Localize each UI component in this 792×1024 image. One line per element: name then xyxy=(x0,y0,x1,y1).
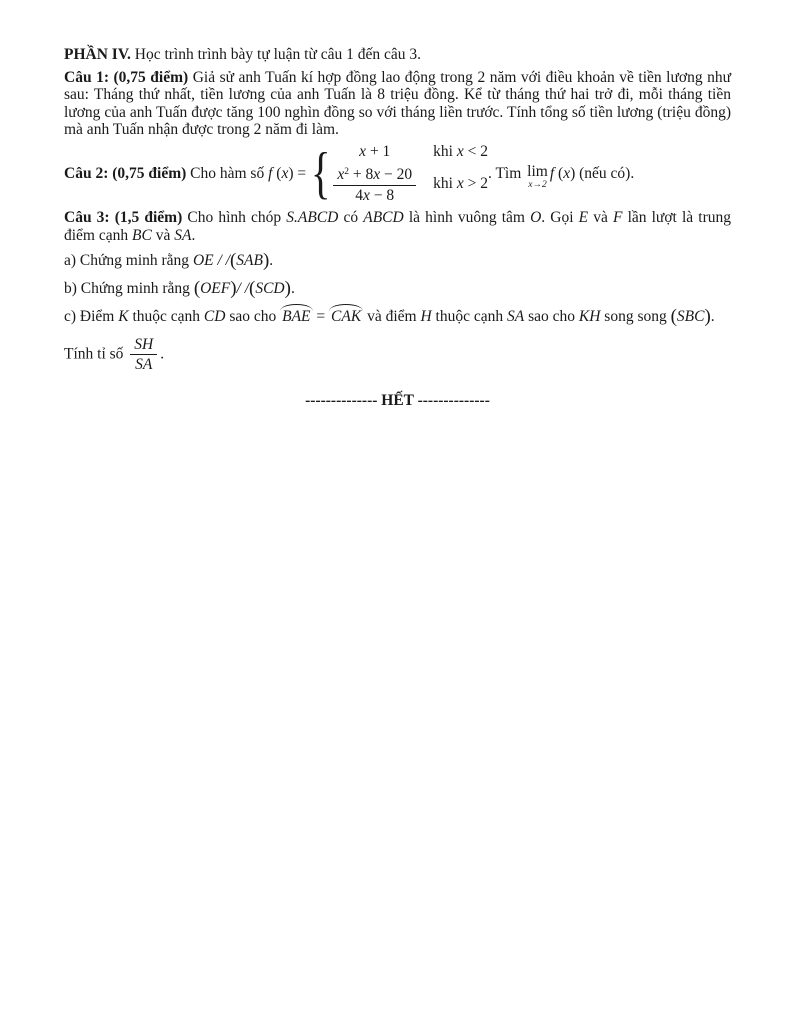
text-segment: − 20 xyxy=(380,166,413,183)
ratio-denominator: SA xyxy=(135,356,153,373)
text-segment: ( xyxy=(193,277,201,299)
text-segment: và xyxy=(151,226,175,244)
text-segment: c) Điểm xyxy=(64,308,119,325)
text-segment: ABCD xyxy=(363,209,404,226)
text-segment: x xyxy=(373,166,381,183)
text-segment: x xyxy=(563,164,571,182)
piecewise-brace: { xyxy=(310,141,331,205)
text-segment: SBC xyxy=(676,308,705,325)
text-segment: KH xyxy=(578,308,601,325)
text-segment: H xyxy=(420,308,432,325)
text-segment: ( xyxy=(272,164,282,182)
text-segment: ) xyxy=(230,277,237,299)
text-segment: BC xyxy=(132,226,152,244)
text-segment: SA xyxy=(506,308,525,325)
text-segment: x xyxy=(456,142,464,160)
text-segment: ) xyxy=(262,250,270,271)
text-segment: SA xyxy=(174,226,192,244)
tinh-suffix: . xyxy=(160,345,165,363)
text-segment: . xyxy=(710,308,715,325)
tinh-prefix: Tính tỉ số xyxy=(64,345,128,363)
cau2-intro: Cho hàm số xyxy=(186,164,269,182)
text-segment: khi xyxy=(433,142,457,160)
text-segment: . xyxy=(290,279,295,297)
text-segment: O xyxy=(530,209,542,226)
text-segment: sao cho xyxy=(524,308,579,325)
text-segment: a) Chứng minh rằng xyxy=(64,252,193,269)
text-segment: ) xyxy=(704,306,711,327)
case2-condition xyxy=(433,175,488,193)
ratio-fraction xyxy=(130,336,157,374)
text-segment: sao cho xyxy=(225,308,281,325)
cau2-after-math: . Tìm xyxy=(487,164,526,182)
text-segment: F xyxy=(612,209,623,226)
text-segment: Học trình trình bày tự luận từ câu 1 đến câu 3. xyxy=(130,46,422,63)
text-segment: / / xyxy=(236,279,250,297)
text-segment: PHẦN IV. xyxy=(64,46,131,63)
piecewise-cases xyxy=(333,143,488,205)
text-segment: K xyxy=(118,308,129,325)
text-segment: f xyxy=(268,164,273,182)
text-segment: / / xyxy=(213,252,230,269)
item-b xyxy=(64,277,731,299)
limit-subscript: x→2 xyxy=(528,179,547,190)
limit-notation xyxy=(527,164,548,190)
text-segment: x xyxy=(281,164,289,182)
cau2-label: Câu 2: (0,75 điểm) xyxy=(64,164,187,182)
case1-condition xyxy=(433,143,488,161)
text-segment: . xyxy=(191,226,196,244)
text-segment: . Gọi xyxy=(541,209,579,226)
text-segment: f xyxy=(549,164,555,182)
text-segment: lần lượt là trung điểm cạnh xyxy=(64,209,731,244)
text-segment: song song xyxy=(600,308,671,325)
text-segment: Giả sử anh Tuấn kí hợp đồng lao động trong 2 năm với điều khoản về tiền lương như sau: Tháng thứ nhất, tiền lương của anh Tuấn là 8 triệu đồng. Kể từ tháng thứ hai trở đi, mỗi tháng tiền lương của anh Tuấn được tăng 100 nghìn đồng so với tháng liền trước. Tính tổng số tiền lương (triệu đồng) mà anh Tuấn nhận được trong 2 năm đi làm. xyxy=(64,68,731,138)
function-lhs xyxy=(268,165,310,182)
text-segment: BAE xyxy=(282,308,311,325)
section-heading xyxy=(64,46,731,64)
text-segment: x xyxy=(363,186,370,204)
item-a xyxy=(64,252,731,270)
end-marker xyxy=(64,392,731,410)
text-segment: 4 xyxy=(355,186,364,204)
text-segment: x xyxy=(359,142,367,160)
text-segment: 2 xyxy=(344,167,349,177)
end-marker-text: -------------- HẾT -------------- xyxy=(305,391,490,409)
text-segment: ( xyxy=(554,164,564,182)
limit-function xyxy=(550,165,575,182)
text-segment: x xyxy=(337,166,345,183)
text-segment: + 1 xyxy=(366,142,391,160)
text-segment: có xyxy=(338,209,364,226)
ratio-numerator: SH xyxy=(130,336,157,356)
text-segment: Câu 3: (1,5 điểm) xyxy=(64,209,183,226)
text-segment: thuộc cạnh xyxy=(128,308,204,325)
text-segment: SAB xyxy=(236,252,263,269)
text-segment: + 8 xyxy=(349,166,374,183)
text-segment: Cho hình chóp xyxy=(182,209,287,226)
text-segment: > 2 xyxy=(463,175,488,193)
limit-word: lim xyxy=(527,163,548,181)
cau2-tail: (nếu có). xyxy=(575,164,635,182)
text-segment: CD xyxy=(203,308,226,325)
text-segment: − 8 xyxy=(369,186,395,204)
text-segment: OE xyxy=(192,252,214,269)
text-segment: và điểm xyxy=(363,308,421,325)
text-segment: . xyxy=(269,252,274,269)
text-segment: CAK xyxy=(331,308,362,325)
text-segment: E xyxy=(578,209,589,226)
text-segment: khi xyxy=(433,175,457,193)
fraction-denominator xyxy=(333,186,416,205)
text-segment: ) = xyxy=(288,164,310,182)
text-segment: ( xyxy=(249,277,256,299)
text-segment: SCD xyxy=(255,279,285,297)
text-segment: b) Chứng minh rằng xyxy=(64,279,194,297)
text-segment: ( xyxy=(229,250,237,271)
text-segment: < 2 xyxy=(463,142,488,160)
case1-expression xyxy=(359,143,390,161)
text-segment: thuộc cạnh xyxy=(431,308,507,325)
cau3-paragraph xyxy=(64,209,731,244)
case2-fraction xyxy=(333,164,416,204)
item-c xyxy=(64,307,731,326)
text-segment: S.ABCD xyxy=(286,209,339,226)
text-segment: x xyxy=(456,175,464,193)
text-segment: ) xyxy=(284,277,291,299)
fraction-numerator xyxy=(333,164,416,186)
text-segment: và xyxy=(588,209,613,226)
text-segment: = xyxy=(312,308,330,325)
tinh-ti-so-line xyxy=(64,336,731,374)
cau2-paragraph xyxy=(64,143,731,205)
text-segment: ) xyxy=(570,164,576,182)
cau1-paragraph xyxy=(64,69,731,139)
text-segment: OEF xyxy=(200,279,231,297)
text-segment: ( xyxy=(670,306,677,327)
text-segment: Câu 1: (0,75 điểm) xyxy=(64,68,189,86)
text-segment: là hình vuông tâm xyxy=(403,209,531,226)
